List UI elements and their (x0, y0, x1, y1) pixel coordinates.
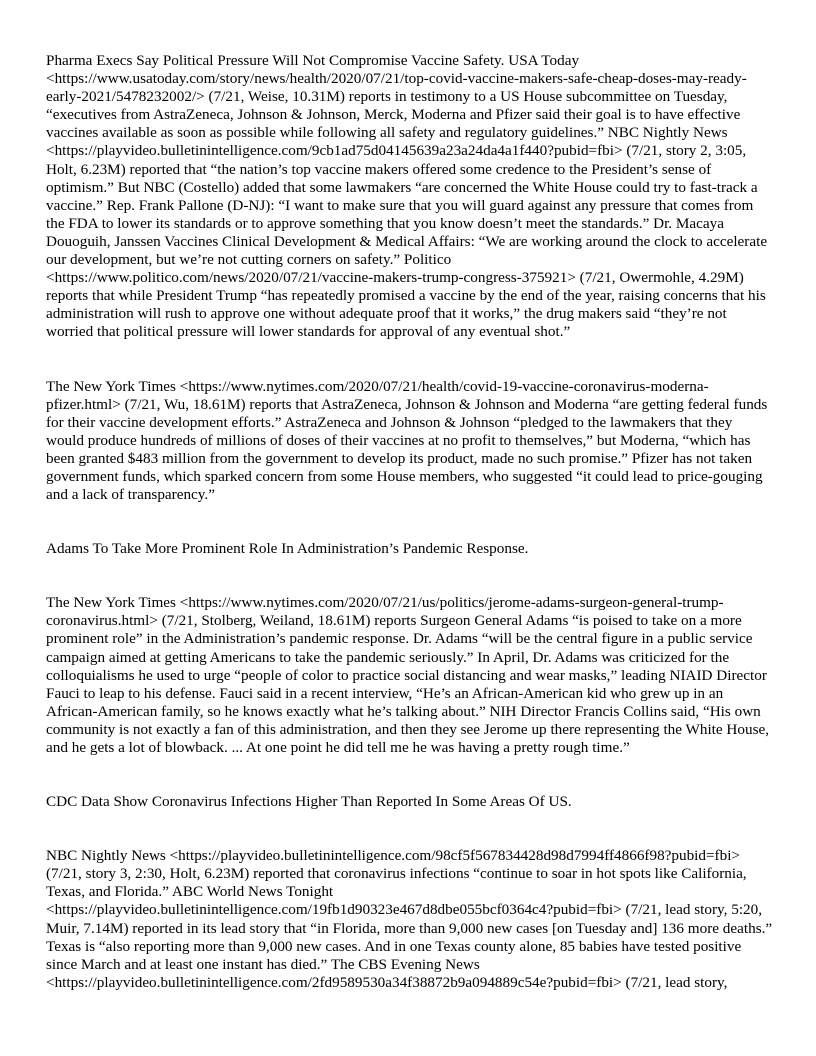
paragraph-spacer (46, 342, 773, 378)
paragraph-spacer (46, 811, 773, 847)
document-page (46, 52, 773, 992)
article-paragraph-federal-funds: The New York Times <https://www.nytimes.com/2020/07/21/health/covid-19-vaccine-coronavirus-moderna-pfizer.html> (7/21, Wu, 18.61M) reports that AstraZeneca, Johnson & Johnson and Moderna “are getting federal funds for their vaccine development efforts.” AstraZeneca and Johnson & Johnson “pledged to the lawmakers that they would produce hundreds of millions of doses of their vaccines at no profit to themselves,” but Moderna, “which has been granted $483 million from the government to develop its product, made no such promise.” Pfizer has not taken government funds, which sparked concern from some House members, who suggested “it could lead to price-gouging and a lack of transparency.” (46, 377, 768, 504)
section-heading-cdc-data: CDC Data Show Coronavirus Infections Higher Than Reported In Some Areas Of US. (46, 793, 572, 811)
section-heading-adams: Adams To Take More Prominent Role In Administration’s Pandemic Response. (46, 540, 529, 558)
paragraph-spacer (46, 757, 773, 793)
paragraph-spacer (46, 504, 773, 540)
article-paragraph-infections: NBC Nightly News <https://playvideo.bulletinintelligence.com/98cf5f567834428d98d7994ff4866f98?pubid=fbi> (7/21, story 3, 2:30, Holt, 6.23M) reported that coronavirus infections “continue to soar in hot spots like California, Texas, and Florida.” ABC World News Tonight <https://playvideo.bulletinintelligence.com/19fb1d90323e467d8dbe055bcf0364c4?pubid=fbi> (7/21, lead story, 5:20, Muir, 7.14M) reported in its lead story that “in Florida, more than 9,000 new cases [on Tuesday and] 136 more deaths.” Texas is “also reporting more than 9,000 new cases. And in one Texas county alone, 85 babies have tested positive since March and at least one instant has died.” The CBS Evening News <https://playvideo.bulletinintelligence.com/2fd9589530a34f38872b9a094889c54e?pubid=fbi> (7/21, lead story, (46, 847, 773, 991)
paragraph-spacer (46, 558, 773, 594)
article-paragraph-vaccine-safety: Pharma Execs Say Political Pressure Will Not Compromise Vaccine Safety. USA Today <https://www.usatoday.com/story/news/health/2020/07/21/top-covid-vaccine-makers-safe-cheap-doses-may-ready-early-2021/5478232002/> (7/21, Weise, 10.31M) reports in testimony to a US House subcommittee on Tuesday, “executives from AstraZeneca, Johnson & Johnson, Merck, Moderna and Pfizer said their goal is to have effective vaccines available as soon as possible while following all safety and regulatory guidelines.” NBC Nightly News <https://playvideo.bulletinintelligence.com/9cb1ad75d04145639a23a24da4a1f440?pubid=fbi> (7/21, story 2, 3:05, Holt, 6.23M) reported that “the nation’s top vaccine makers offered some credence to the President’s sense of optimism.” But NBC (Costello) added that some lawmakers “are concerned the White House could try to fast-track a vaccine.” Rep. Frank Pallone (D-NJ): “I want to make sure that you will guard against any pressure that comes from the FDA to lower its standards or to approve something that you know doesn’t meet the standards.” Dr. Macaya Douoguih, Janssen Vaccines Clinical Development & Medical Affairs: “We are working around the clock to accelerate our development, but we’re not cutting corners on safety.” Politico <https://www.politico.com/news/2020/07/21/vaccine-makers-trump-congress-375921> (7/21, Owermohle, 4.29M) reports that while President Trump “has repeatedly promised a vaccine by the end of the year, raising concerns that his administration will rush to approve one without adequate proof that it works,” the drug makers said “they’re not worried that political pressure will lower standards for approval of any eventual shot.” (46, 52, 768, 341)
article-paragraph-adams-role: The New York Times <https://www.nytimes.com/2020/07/21/us/politics/jerome-adams-surgeon-general-trump-coronavirus.html> (7/21, Stolberg, Weiland, 18.61M) reports Surgeon General Adams “is poised to take on a more prominent role” in the Administration’s pandemic response. Dr. Adams “will be the central figure in a public service campaign aimed at getting Americans to take the pandemic seriously.” In April, Dr. Adams was criticized for the colloquialisms he used to urge “people of color to practice social distancing and wear masks,” leading NIAID Director Fauci to leap to his defense. Fauci said in a recent interview, “He’s an African-American kid who grew up in an African-American family, so he knows exactly what he’s talking about.” NIH Director Francis Collins said, “His own community is not exactly a fan of this administration, and then they see Jerome up there representing the White House, and he gets a lot of blowback. ... At one point he did tell me he was having a pretty rough time.” (46, 594, 770, 756)
